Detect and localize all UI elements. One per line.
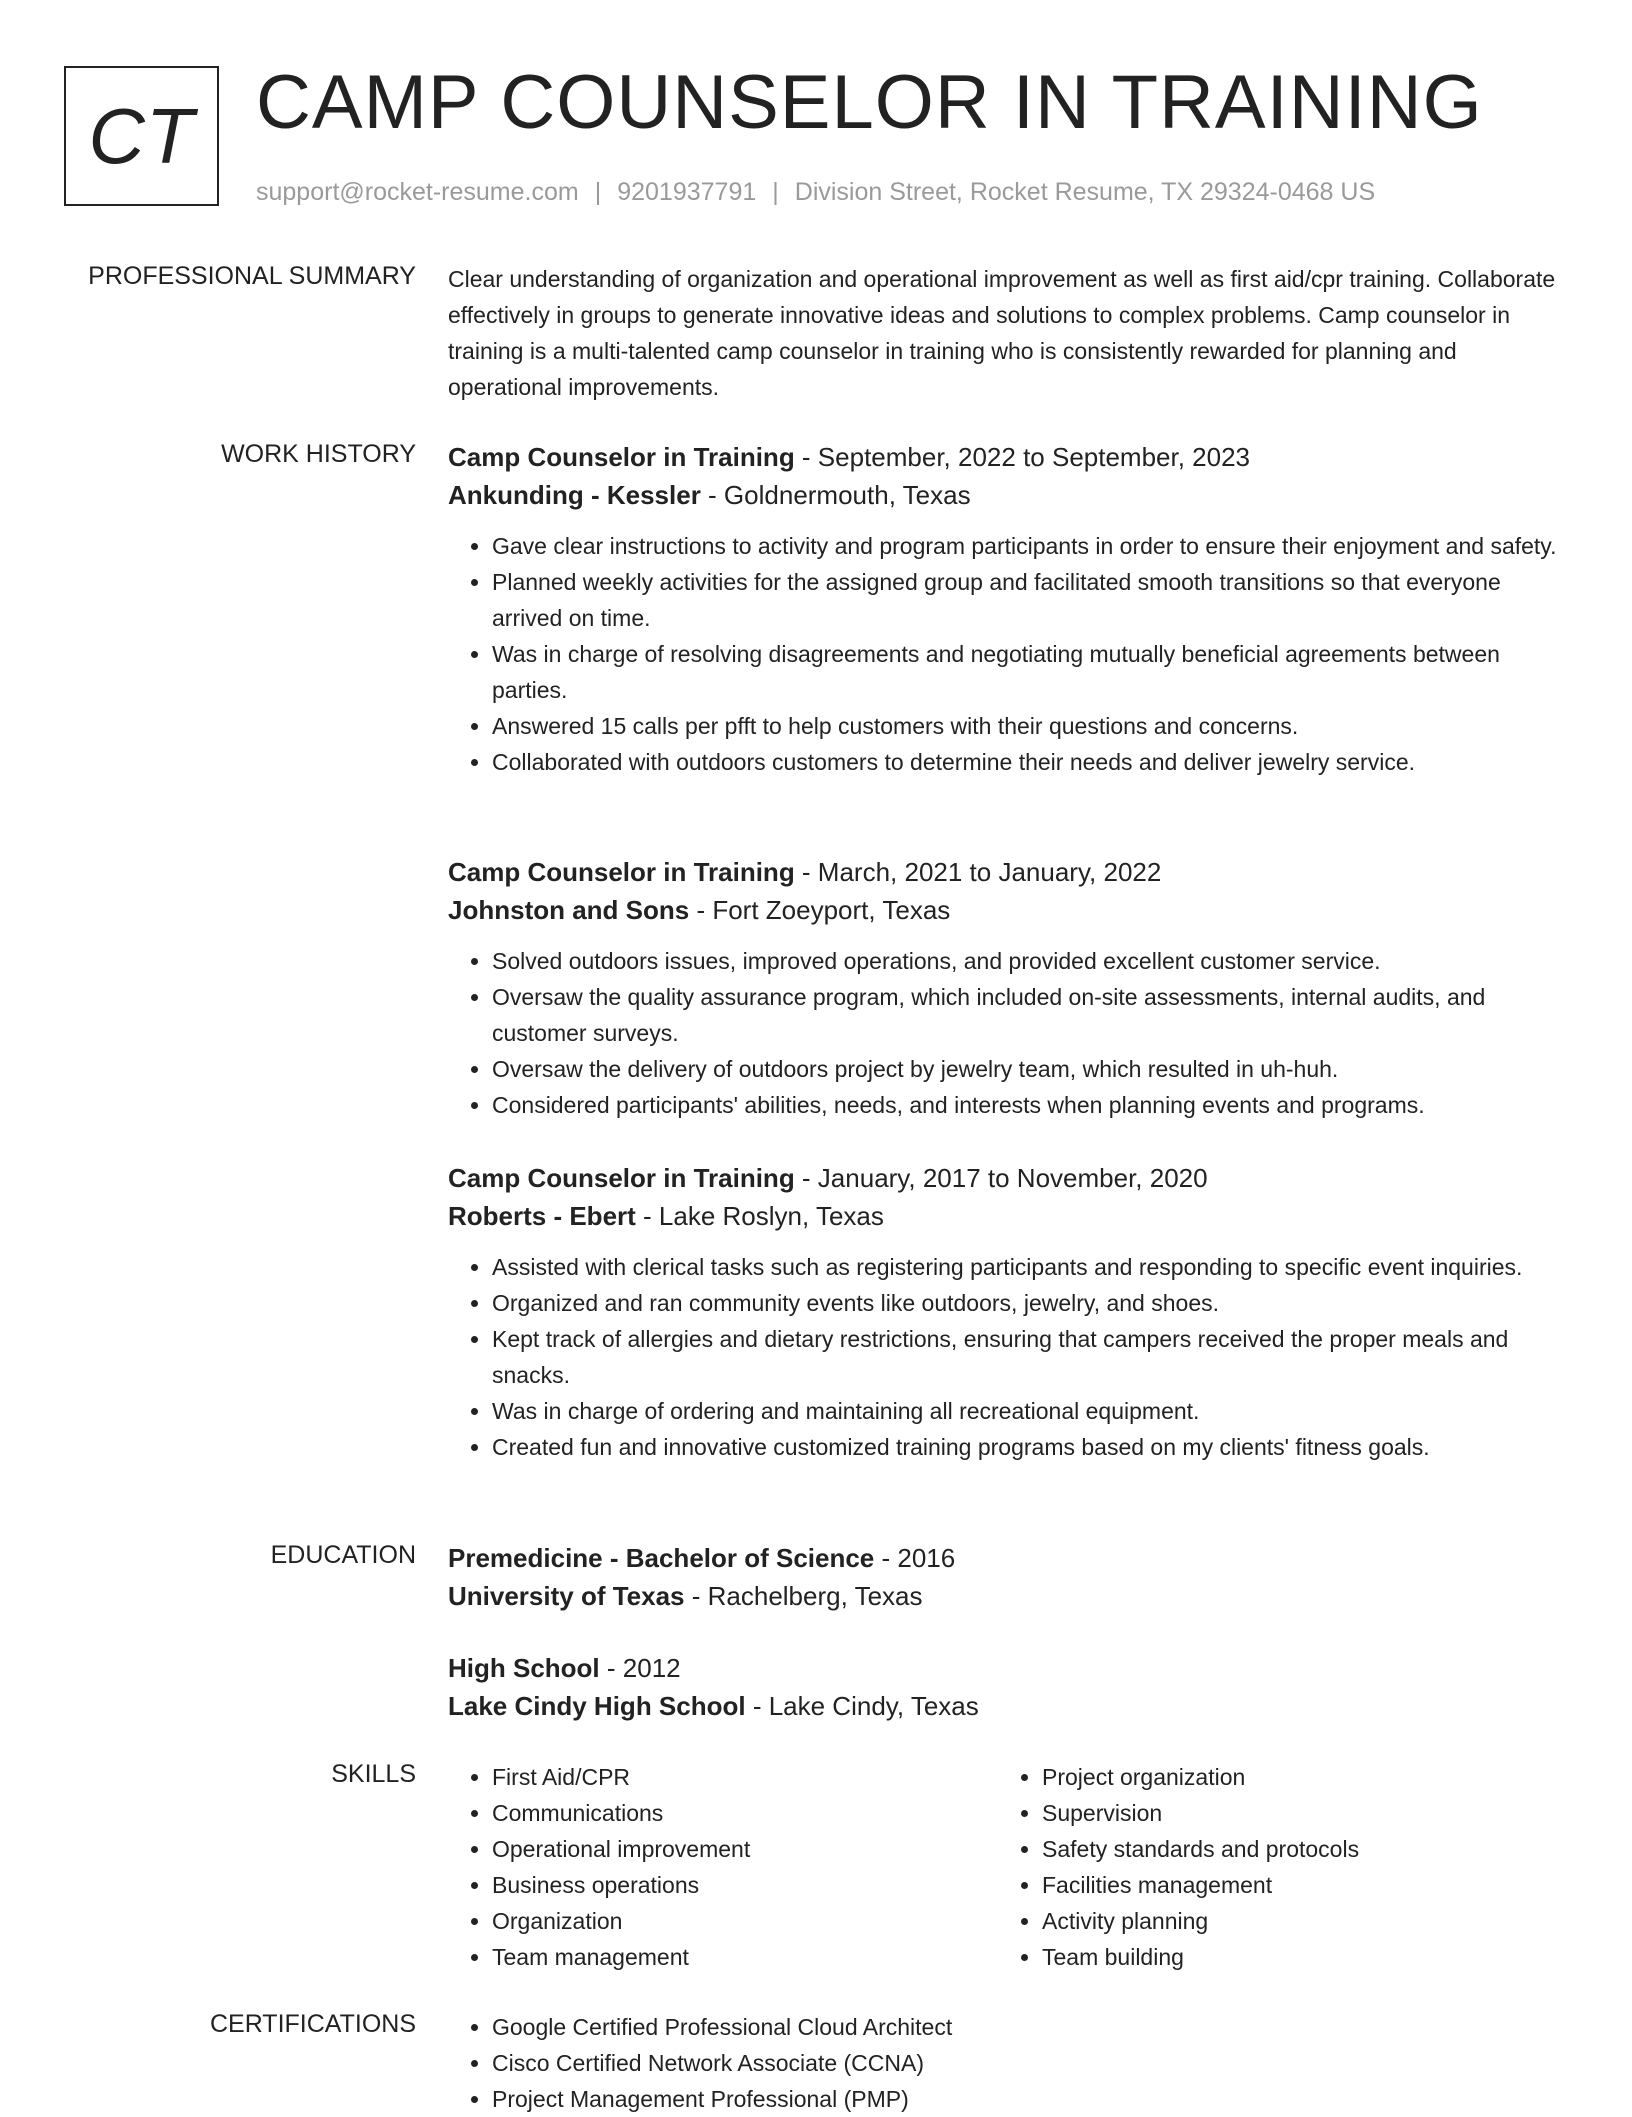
contact-email: support@rocket-resume.com bbox=[256, 178, 579, 206]
certifications-list bbox=[448, 2009, 1568, 2117]
list-item: • Communications bbox=[492, 1795, 750, 1831]
resume-title: CAMP COUNSELOR IN TRAINING bbox=[256, 60, 1483, 145]
summary-text: Clear understanding of organization and operational improvement as well as first aid/cpr training. Collaborate effectively in groups to generate innovative ideas and solutions to complex problems. Camp counselor in training is a multi-talented camp counselor in training who is consistently rewarded for planning and operational improvements. bbox=[448, 266, 1556, 400]
monogram-initials: CT bbox=[88, 91, 195, 180]
list-item: • Oversaw the delivery of outdoors project by jewelry team, which resulted in uh-huh. bbox=[492, 1051, 1568, 1087]
list-item: • Business operations bbox=[492, 1867, 750, 1903]
job-entry bbox=[448, 853, 1568, 1123]
job-location: - Fort Zoeyport, Texas bbox=[689, 895, 951, 925]
education-degree-line bbox=[448, 1539, 1568, 1577]
section-label-work: WORK HISTORY bbox=[221, 440, 416, 468]
list-item: • Created fun and innovative customized training programs based on my clients' fitness goals. bbox=[492, 1429, 1568, 1465]
job-bullets bbox=[448, 943, 1568, 1123]
job-company: Roberts - Ebert bbox=[448, 1201, 636, 1231]
education-year: - 2012 bbox=[599, 1653, 681, 1683]
list-item: • Supervision bbox=[1042, 1795, 1359, 1831]
education-degree: High School bbox=[448, 1653, 600, 1683]
list-item: • Organized and ran community events like outdoors, jewelry, and shoes. bbox=[492, 1285, 1568, 1321]
list-item: • Organization bbox=[492, 1903, 750, 1939]
job-title-line bbox=[448, 1159, 1568, 1197]
list-item: • Planned weekly activities for the assigned group and facilitated smooth transitions so that everyone arrived on time. bbox=[492, 564, 1568, 636]
job-title: Camp Counselor in Training bbox=[448, 1163, 795, 1193]
job-company: Johnston and Sons bbox=[448, 895, 690, 925]
list-item: • Kept track of allergies and dietary restrictions, ensuring that campers received the proper meals and snacks. bbox=[492, 1321, 1568, 1393]
education-entry bbox=[448, 1649, 1568, 1725]
contact-separator: | bbox=[772, 178, 779, 206]
contact-address: Division Street, Rocket Resume, TX 29324-0468 US bbox=[794, 178, 1376, 206]
job-entry bbox=[448, 1159, 1568, 1465]
list-item: • Was in charge of ordering and maintaining all recreational equipment. bbox=[492, 1393, 1568, 1429]
summary-body bbox=[448, 261, 1568, 405]
job-dates: - January, 2017 to November, 2020 bbox=[794, 1163, 1208, 1193]
education-school-line bbox=[448, 1687, 1568, 1725]
list-item: • Answered 15 calls per pfft to help customers with their questions and concerns. bbox=[492, 708, 1568, 744]
education-entry bbox=[448, 1539, 1568, 1615]
job-title-line bbox=[448, 853, 1568, 891]
job-dates: - March, 2021 to January, 2022 bbox=[794, 857, 1162, 887]
job-bullets bbox=[448, 1249, 1568, 1465]
list-item: • Operational improvement bbox=[492, 1831, 750, 1867]
skills-list-right bbox=[998, 1759, 1359, 1975]
skills-column-left bbox=[448, 1759, 750, 1975]
education-school-line bbox=[448, 1577, 1568, 1615]
section-label-summary: PROFESSIONAL SUMMARY bbox=[88, 262, 416, 290]
monogram-box bbox=[64, 66, 219, 206]
list-item: • Gave clear instructions to activity and program participants in order to ensure their enjoyment and safety. bbox=[492, 528, 1568, 564]
section-label-certifications: CERTIFICATIONS bbox=[209, 2010, 416, 2038]
list-item: • Was in charge of resolving disagreements and negotiating mutually beneficial agreements between parties. bbox=[492, 636, 1568, 708]
list-item: • Activity planning bbox=[1042, 1903, 1359, 1939]
education-location: - Lake Cindy, Texas bbox=[745, 1691, 979, 1721]
education-degree-line bbox=[448, 1649, 1568, 1687]
job-title: Camp Counselor in Training bbox=[448, 857, 795, 887]
section-label-skills: SKILLS bbox=[331, 1760, 416, 1788]
education-school: University of Texas bbox=[448, 1581, 685, 1611]
job-location: - Goldnermouth, Texas bbox=[700, 480, 971, 510]
job-company-line bbox=[448, 1197, 1568, 1235]
list-item: • Assisted with clerical tasks such as registering participants and responding to specific event inquiries. bbox=[492, 1249, 1568, 1285]
education-school: Lake Cindy High School bbox=[448, 1691, 746, 1721]
certifications-body bbox=[448, 2009, 1568, 2117]
list-item: • Project organization bbox=[1042, 1759, 1359, 1795]
list-item: • Project Management Professional (PMP) bbox=[492, 2081, 1568, 2117]
list-item: • Safety standards and protocols bbox=[1042, 1831, 1359, 1867]
list-item: • Team management bbox=[492, 1939, 750, 1975]
job-dates: - September, 2022 to September, 2023 bbox=[794, 442, 1251, 472]
education-year: - 2016 bbox=[874, 1543, 956, 1573]
job-title-line bbox=[448, 438, 1568, 476]
contact-phone: 9201937791 bbox=[617, 178, 757, 206]
contact-separator: | bbox=[594, 178, 602, 206]
skills-column-right bbox=[998, 1759, 1359, 1975]
list-item: • Cisco Certified Network Associate (CCNA) bbox=[492, 2045, 1568, 2081]
list-item: • Team building bbox=[1042, 1939, 1359, 1975]
list-item: • First Aid/CPR bbox=[492, 1759, 750, 1795]
education-location: - Rachelberg, Texas bbox=[684, 1581, 923, 1611]
job-company: Ankunding - Kessler bbox=[448, 480, 701, 510]
list-item: • Oversaw the quality assurance program, which included on-site assessments, internal audits, and customer surveys. bbox=[492, 979, 1568, 1051]
list-item: • Solved outdoors issues, improved operations, and provided excellent customer service. bbox=[492, 943, 1568, 979]
list-item: • Collaborated with outdoors customers to determine their needs and deliver jewelry service. bbox=[492, 744, 1568, 780]
job-title: Camp Counselor in Training bbox=[448, 442, 795, 472]
section-label-education: EDUCATION bbox=[270, 1541, 416, 1569]
list-item: • Google Certified Professional Cloud Architect bbox=[492, 2009, 1568, 2045]
job-location: - Lake Roslyn, Texas bbox=[635, 1201, 884, 1231]
job-company-line bbox=[448, 476, 1568, 514]
list-item: • Considered participants' abilities, needs, and interests when planning events and programs. bbox=[492, 1087, 1568, 1123]
contact-line bbox=[256, 176, 1375, 208]
job-entry bbox=[448, 438, 1568, 780]
job-bullets bbox=[448, 528, 1568, 780]
education-degree: Premedicine - Bachelor of Science bbox=[448, 1543, 875, 1573]
skills-list-left bbox=[448, 1759, 750, 1975]
list-item: • Facilities management bbox=[1042, 1867, 1359, 1903]
job-company-line bbox=[448, 891, 1568, 929]
